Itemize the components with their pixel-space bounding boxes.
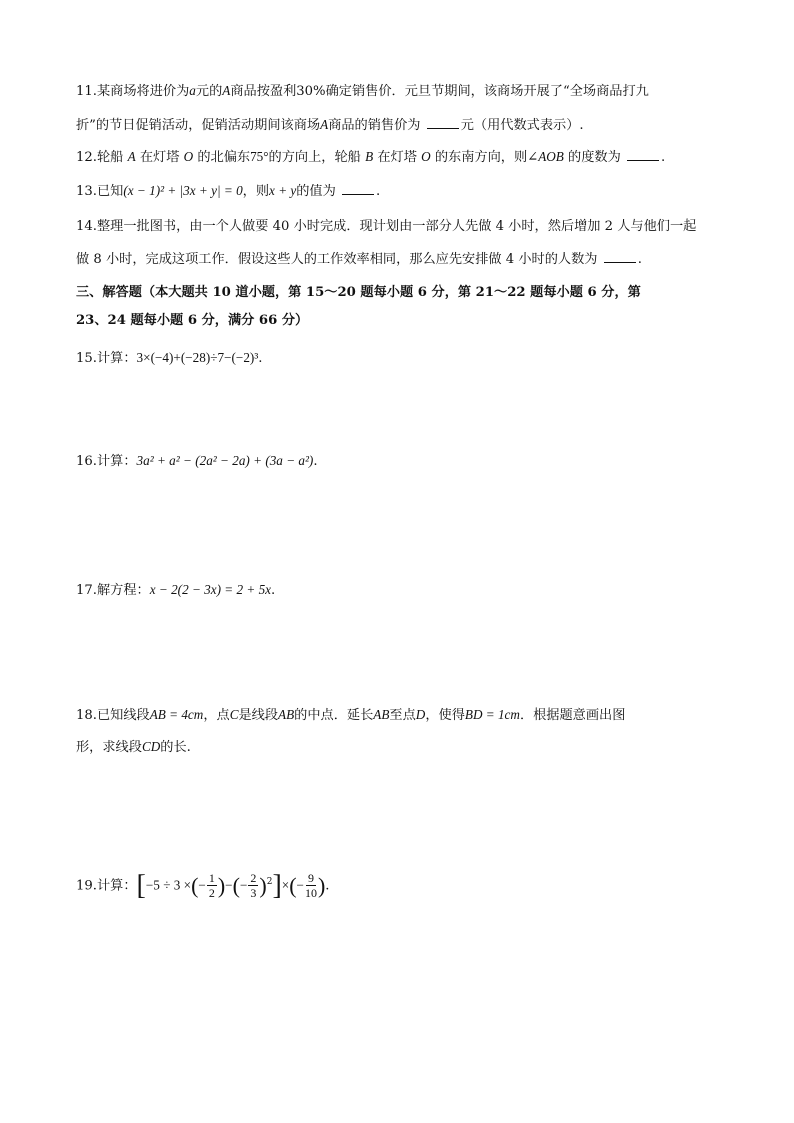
- q19-frac1: [207, 871, 217, 900]
- q19-frac3-num: 9: [307, 871, 314, 886]
- q15-expr: 3×(−4)+(−28)÷7−(−2)³: [136, 350, 259, 365]
- q18-line2: [76, 738, 191, 757]
- q17-end: .: [271, 583, 276, 598]
- q12-t7: 的度数为: [568, 150, 621, 165]
- q13-xy: x + y: [269, 183, 297, 198]
- q12-t1: 12.轮船: [76, 150, 124, 165]
- q15-label: 15.计算：: [76, 351, 137, 366]
- q19-frac3: [305, 871, 317, 900]
- q15-end: .: [258, 351, 263, 366]
- q18-C: C: [229, 707, 239, 722]
- q11-var-A2: A: [320, 117, 329, 132]
- q18-D: D: [415, 707, 426, 722]
- q19-frac2-den: 3: [250, 886, 257, 901]
- q12-t4: 的方向上，轮船: [268, 150, 361, 165]
- q18-bd: BD = 1cm: [464, 707, 520, 722]
- q12-line: [76, 148, 665, 167]
- q14-line2: [76, 250, 642, 269]
- q12-t5: 在灯塔: [377, 150, 417, 165]
- q11-text-c: 商品按盈利30%确定销售价．元旦节期间，该商场开展了“全场商品打九: [230, 84, 649, 99]
- q13-t2: ，则: [242, 184, 270, 199]
- q19-label: 19.计算：: [76, 878, 137, 894]
- q12-B: B: [365, 149, 374, 164]
- q18-CD: CD: [141, 739, 161, 754]
- q12-t2: 在灯塔: [139, 150, 180, 165]
- q11-line1: [76, 82, 649, 101]
- q19-minus4: −: [296, 877, 304, 893]
- q13-expr: (x − 1)² + |3x + y| = 0: [123, 183, 243, 198]
- q16-end: .: [313, 454, 318, 469]
- q11-var-a: a: [189, 83, 196, 98]
- q18-t6: ，使得: [425, 708, 465, 723]
- q18-AB2: AB: [373, 707, 390, 722]
- q12-A: A: [127, 149, 136, 164]
- q15-line: [76, 349, 262, 368]
- q13-line: [76, 182, 380, 201]
- q16-expr: 3a² + a² − (2a² − 2a) + (3a − a²): [136, 453, 314, 468]
- q18-line2b: 的长.: [160, 740, 191, 755]
- q16-label: 16.计算：: [76, 454, 137, 469]
- q19-paren: (: [289, 872, 297, 898]
- q19-bracket-open: [: [136, 869, 146, 901]
- q18-t3: 是线段: [238, 708, 279, 723]
- q19-exp: 2: [266, 877, 273, 887]
- q18-line2a: 形，求线段: [76, 740, 142, 755]
- q18-t1: 18.已知线段: [76, 708, 150, 723]
- q12-t6: 的东南方向，则: [434, 150, 528, 165]
- q19-bracket-close: ]: [272, 869, 282, 901]
- q13-t1: 13.已知: [76, 184, 124, 199]
- section3-heading-line2: 23、24 题每小题 6 分，满分 66 分）: [76, 313, 309, 328]
- q19-frac3-den: 10: [304, 886, 317, 901]
- q18-t5: 至点: [389, 708, 416, 723]
- q19-paren: ): [317, 872, 326, 898]
- q11-line2: [76, 116, 584, 135]
- q11-text-e: 商品的销售价为: [328, 118, 421, 133]
- q17-label: 17.解方程：: [76, 583, 150, 598]
- q19-minus1: −: [198, 877, 206, 893]
- q19-paren: (: [191, 872, 199, 898]
- q18-ab: AB = 4cm: [149, 707, 204, 722]
- q12-O: O: [183, 149, 194, 164]
- q13-t3: 的值为: [296, 184, 336, 199]
- section3-heading-line1: 三、解答题（本大题共 10 道小题，第 15～20 题每小题 6 分，第 21～22 题每小题 6 分，第: [76, 285, 641, 300]
- q14-line1: 14.整理一批图书，由一个人做要 40 小时完成．现计划由一部分人先做 4 小时，然后增加 2 人与他们一起: [76, 219, 697, 234]
- q13-t4: .: [376, 184, 381, 199]
- q18-t4: 的中点．延长: [294, 708, 374, 723]
- q12-t3: 的北偏东: [197, 150, 251, 165]
- q19-line: [76, 862, 330, 906]
- q12-deg: 75°: [250, 149, 269, 164]
- q12-O2: O: [421, 149, 431, 164]
- q11-text-f: 元（用代数式表示）.: [460, 118, 584, 133]
- q19-frac1-num: 1: [208, 871, 215, 886]
- q11-var-A: A: [222, 83, 231, 98]
- q18-t7: ．根据题意画出图: [519, 708, 626, 723]
- q19-end: .: [325, 878, 330, 894]
- q19-minus3: −: [239, 877, 248, 893]
- q18-t2: ，点: [203, 708, 230, 723]
- q17-expr: x − 2(2 − 3x) = 2 + 5x: [149, 582, 272, 597]
- q19-frac2-num: 2: [250, 871, 257, 886]
- q19-times: ×: [281, 877, 290, 893]
- q19-minus2: −: [225, 877, 233, 893]
- q12-answer-blank: [627, 148, 659, 161]
- q19-p1: −5 ÷ 3 ×: [145, 877, 192, 893]
- q14-text: 做 8 小时，完成这项工作．假设这些人的工作效率相同，那么应先安排做 4 小时的人数为: [76, 252, 598, 267]
- q11-text-b: 元的: [195, 84, 223, 99]
- q19-paren: (: [232, 872, 240, 898]
- q11-text-a: 11.某商场将进价为: [76, 84, 190, 99]
- q19-paren: ): [259, 872, 267, 898]
- q16-line: [76, 452, 318, 471]
- q18-line1: [76, 706, 625, 725]
- q19-frac2: [248, 871, 258, 900]
- q17-line: [76, 581, 275, 600]
- q18-AB: AB: [278, 707, 295, 722]
- q11-answer-blank: [427, 116, 459, 129]
- q19-paren: ): [217, 872, 226, 898]
- q13-answer-blank: [342, 182, 374, 195]
- q14-end: .: [637, 252, 642, 267]
- q12-angle: ∠AOB: [527, 149, 564, 164]
- q11-text-d: 折”的节日促销活动，促销活动期间该商场: [76, 118, 321, 133]
- q12-t8: .: [660, 150, 666, 165]
- q14-answer-blank: [604, 250, 636, 263]
- q19-frac1-den: 2: [208, 886, 215, 901]
